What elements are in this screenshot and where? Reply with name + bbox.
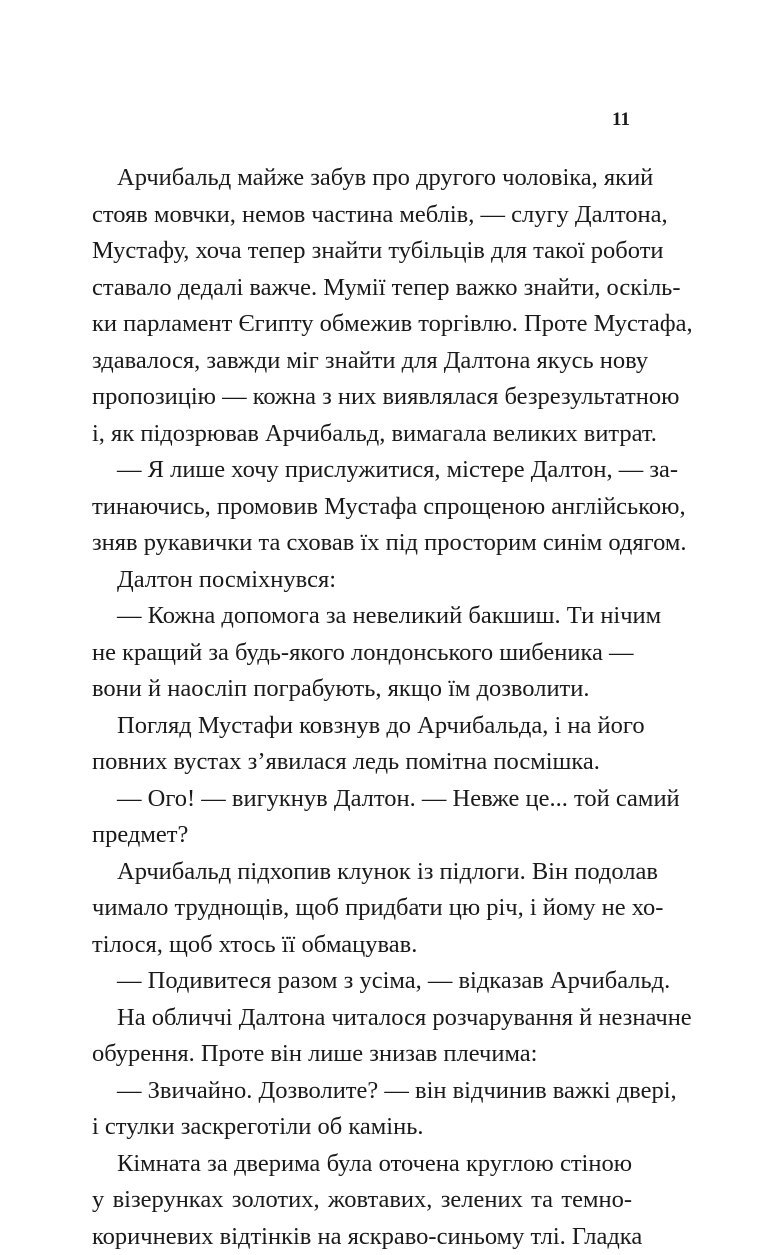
text-line: і стулки заскреготіли об камінь. [92, 1109, 632, 1146]
text-line: Арчибальд майже забув про другого чоловіка, який [117, 160, 632, 197]
text-line: здавалося, завжди міг знайти для Далтона якусь нову [92, 343, 632, 380]
text-line: обурення. Проте він лише знизав плечима: [92, 1036, 632, 1073]
text-line: Арчибальд підхопив клунок із підлоги. Він подолав [117, 854, 632, 891]
text-line: — Кожна допомога за невеликий бакшиш. Ти нічим [117, 598, 632, 635]
text-line: і, як підозрював Арчибальд, вимагала великих витрат. [92, 416, 632, 453]
text-line: у візерунках золотих, жовтавих, зелених та темно- [92, 1182, 632, 1219]
text-line: стояв мовчки, немов частина меблів, — слугу Далтона, [92, 197, 632, 234]
text-line: пропозицію — кожна з них виявлялася безрезультатною [92, 379, 632, 416]
text-line: повних вустах з’явилася ледь помітна посмішка. [92, 744, 632, 781]
text-line: не кращий за будь-якого лондонського шибеника — [92, 635, 632, 672]
text-line: — Подивитеся разом з усіма, — відказав Арчибальд. [117, 963, 632, 1000]
text-line: — Звичайно. Дозволите? — він відчинив важкі двері, [117, 1073, 632, 1110]
text-line: Кімната за дверима була оточена круглою стіною [117, 1146, 632, 1183]
text-block [117, 160, 632, 1255]
text-line: предмет? [92, 817, 632, 854]
text-line: тілося, щоб хтось її обмацував. [92, 927, 632, 964]
text-line: Погляд Мустафи ковзнув до Арчибальда, і на його [117, 708, 632, 745]
text-line: Далтон посміхнувся: [117, 562, 632, 599]
text-line: — Я лише хочу прислужитися, містере Далтон, — за- [117, 452, 632, 489]
text-line: зняв рукавички та сховав їх під просторим синім одягом. [92, 525, 632, 562]
text-line: На обличчі Далтона читалося розчарування й незначне [117, 1000, 632, 1037]
text-line: ставало дедалі важче. Мумії тепер важко знайти, оскіль- [92, 270, 632, 307]
text-line: тинаючись, промовив Мустафа спрощеною англійською, [92, 489, 632, 526]
text-line: ки парламент Єгипту обмежив торгівлю. Проте Мустафа, [92, 306, 632, 343]
text-line: чимало труднощів, щоб придбати цю річ, і йому не хо- [92, 890, 632, 927]
text-line: Мустафу, хоча тепер знайти тубільців для такої роботи [92, 233, 632, 270]
text-line: — Ого! — вигукнув Далтон. — Невже це... той самий [117, 781, 632, 818]
text-line: коричневих відтінків на яскраво-синьому тлі. Гладка [92, 1219, 632, 1255]
page-number: 11 [570, 108, 630, 132]
text-line: вони й наосліп пограбують, якщо їм дозволити. [92, 671, 632, 708]
